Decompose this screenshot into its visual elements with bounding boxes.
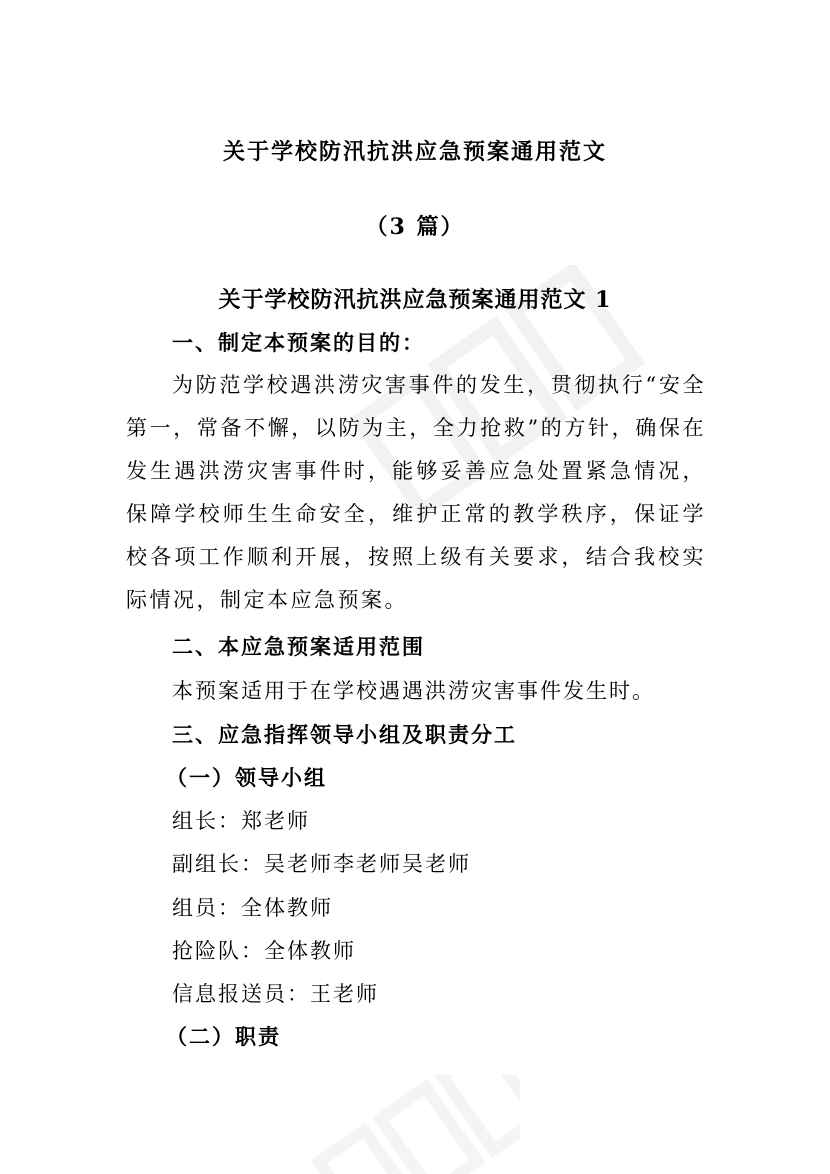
role-rescue-team: 抢险队：全体教师 xyxy=(172,939,356,963)
section-body-scope: 本预案适用于在学校遇遇洪涝灾害事件发生时。 xyxy=(172,679,655,703)
section-heading-scope: 二、本应急预案适用范围 xyxy=(172,634,425,659)
section-body-purpose: 为防范学校遇洪涝灾害事件的发生，贯彻执行“安全第一，常备不懈，以防为主，全力抢救”的方针，确保在发生遇洪涝灾害事件时，能够妥善应急处置紧急情况，保障学校师生生命安全，维护正常的教学秩序，保证学校各项工作顺利开展，按照上级有关要求，结合我校实际情况，制定本应急预案。 xyxy=(126,373,706,612)
role-members: 组员：全体教师 xyxy=(172,896,333,920)
section-heading-purpose: 一、制定本预案的目的： xyxy=(172,330,425,355)
role-vice-leader: 副组长：吴老师李老师吴老师 xyxy=(172,852,471,876)
subsection-heading-duties: （二）职责 xyxy=(166,1024,281,1049)
role-leader: 组长：郑老师 xyxy=(172,809,310,833)
document-count: （3 篇） xyxy=(365,214,465,240)
subsection-heading-leadership: （一）领导小组 xyxy=(166,765,327,790)
document-title: 关于学校防汛抗洪应急预案通用范文 xyxy=(222,139,607,165)
document-subtitle: 关于学校防汛抗洪应急预案通用范文 1 xyxy=(218,287,612,313)
watermark-logo-icon xyxy=(300,1075,520,1174)
section-heading-command: 三、应急指挥领导小组及职责分工 xyxy=(172,722,517,747)
role-info-officer: 信息报送员：王老师 xyxy=(172,982,379,1006)
